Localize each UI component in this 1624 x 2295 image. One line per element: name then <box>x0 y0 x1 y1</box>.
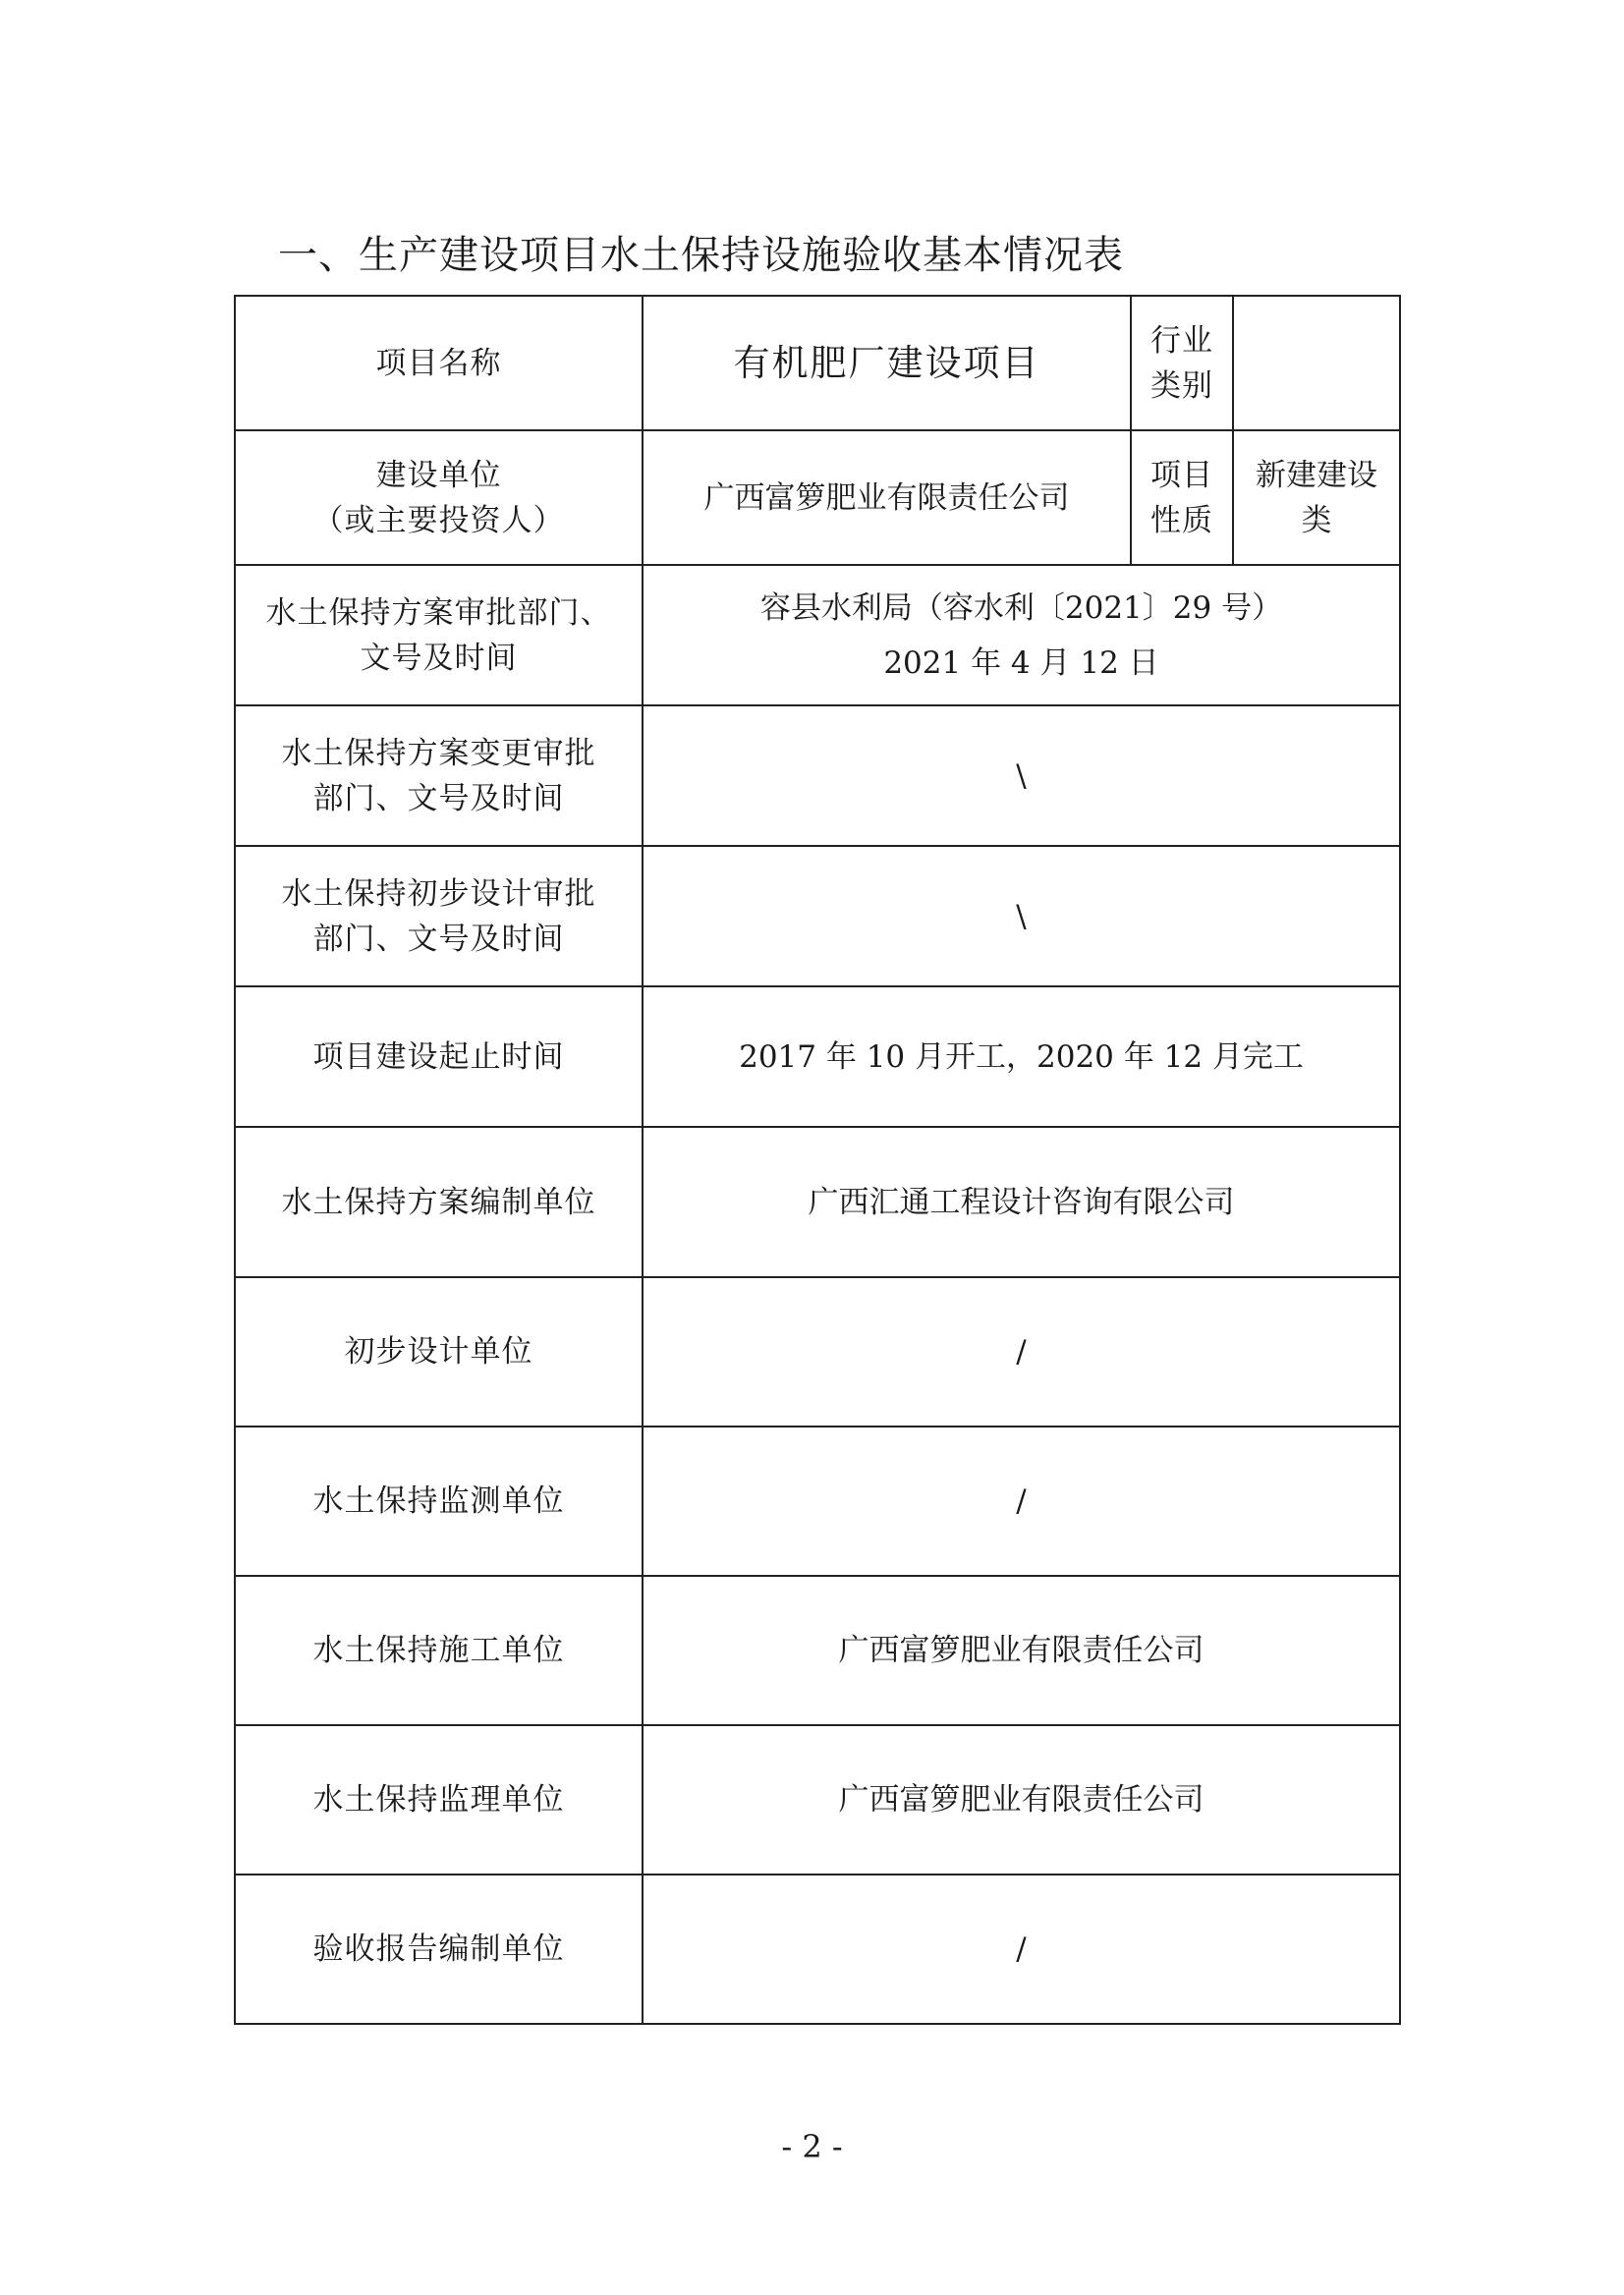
table-row-report-compiler <box>235 1875 1400 2024</box>
row-value: 广西富箩肥业有限责任公司 <box>643 1576 1400 1725</box>
row-value: \ <box>643 846 1400 986</box>
row-value: / <box>643 1875 1400 2024</box>
row-value <box>643 565 1400 705</box>
table-row-builder <box>235 430 1400 565</box>
row-value-line: 容县水利局（容水利〔2021〕29 号） <box>759 589 1283 626</box>
page-title: 一、生产建设项目水土保持设施验收基本情况表 <box>278 233 1124 278</box>
row-label: 验收报告编制单位 <box>235 1875 643 2024</box>
nature-label-line-2: 性质 <box>1150 502 1213 538</box>
row-label-line: 水土保持方案审批部门、 <box>265 594 612 631</box>
industry-label-line-2: 类别 <box>1150 367 1213 404</box>
page-number: - 2 - <box>781 2128 843 2165</box>
nature-value-line-1: 新建建设 <box>1256 457 1377 493</box>
row-label <box>235 565 643 705</box>
table-row-preliminary-design-unit <box>235 1277 1400 1427</box>
industry-category-value <box>1233 296 1400 430</box>
row-label-line: 部门、文号及时间 <box>312 780 565 816</box>
row-label-line: 水土保持初步设计审批 <box>281 875 596 912</box>
row-label-line: 部门、文号及时间 <box>312 921 565 957</box>
row-value-line: 2021 年 4 月 12 日 <box>883 644 1159 681</box>
table-row-construction-unit <box>235 1576 1400 1725</box>
row-label: 项目建设起止时间 <box>235 986 643 1127</box>
row-value: / <box>643 1277 1400 1427</box>
row-value: 广西汇通工程设计咨询有限公司 <box>643 1127 1400 1277</box>
row-label-line: 文号及时间 <box>360 640 518 676</box>
row-label: 水土保持监测单位 <box>235 1427 643 1576</box>
table-row-preliminary-design-approval <box>235 846 1400 986</box>
row-label <box>235 705 643 846</box>
row-label: 水土保持监理单位 <box>235 1725 643 1875</box>
row-label: 水土保持方案编制单位 <box>235 1127 643 1277</box>
table-row-project-name <box>235 296 1400 430</box>
table-row-plan-compiler <box>235 1127 1400 1277</box>
row-label-line: 水土保持方案变更审批 <box>281 735 596 771</box>
row-label: 初步设计单位 <box>235 1277 643 1427</box>
row-value: \ <box>643 705 1400 846</box>
project-nature-label <box>1131 430 1233 565</box>
builder-label-line-1: 建设单位 <box>375 457 502 493</box>
industry-label-line-1: 行业 <box>1150 322 1213 359</box>
nature-label-line-1: 项目 <box>1150 457 1213 493</box>
project-name-value: 有机肥厂建设项目 <box>643 296 1131 430</box>
builder-label <box>235 430 643 565</box>
row-label: 水土保持施工单位 <box>235 1576 643 1725</box>
table-row-monitoring-unit <box>235 1427 1400 1576</box>
row-value: 广西富箩肥业有限责任公司 <box>643 1725 1400 1875</box>
acceptance-info-table <box>234 295 1401 2025</box>
nature-value-line-2: 类 <box>1301 502 1332 538</box>
table-row-approval <box>235 565 1400 705</box>
builder-label-line-2: （或主要投资人） <box>312 502 565 538</box>
row-value: / <box>643 1427 1400 1576</box>
project-name-label: 项目名称 <box>235 296 643 430</box>
table-row-plan-change-approval <box>235 705 1400 846</box>
table-row-construction-period <box>235 986 1400 1127</box>
table-row-supervision-unit <box>235 1725 1400 1875</box>
project-nature-value <box>1233 430 1400 565</box>
row-value: 2017 年 10 月开工，2020 年 12 月完工 <box>643 986 1400 1127</box>
industry-category-label <box>1131 296 1233 430</box>
row-label <box>235 846 643 986</box>
builder-value: 广西富箩肥业有限责任公司 <box>643 430 1131 565</box>
